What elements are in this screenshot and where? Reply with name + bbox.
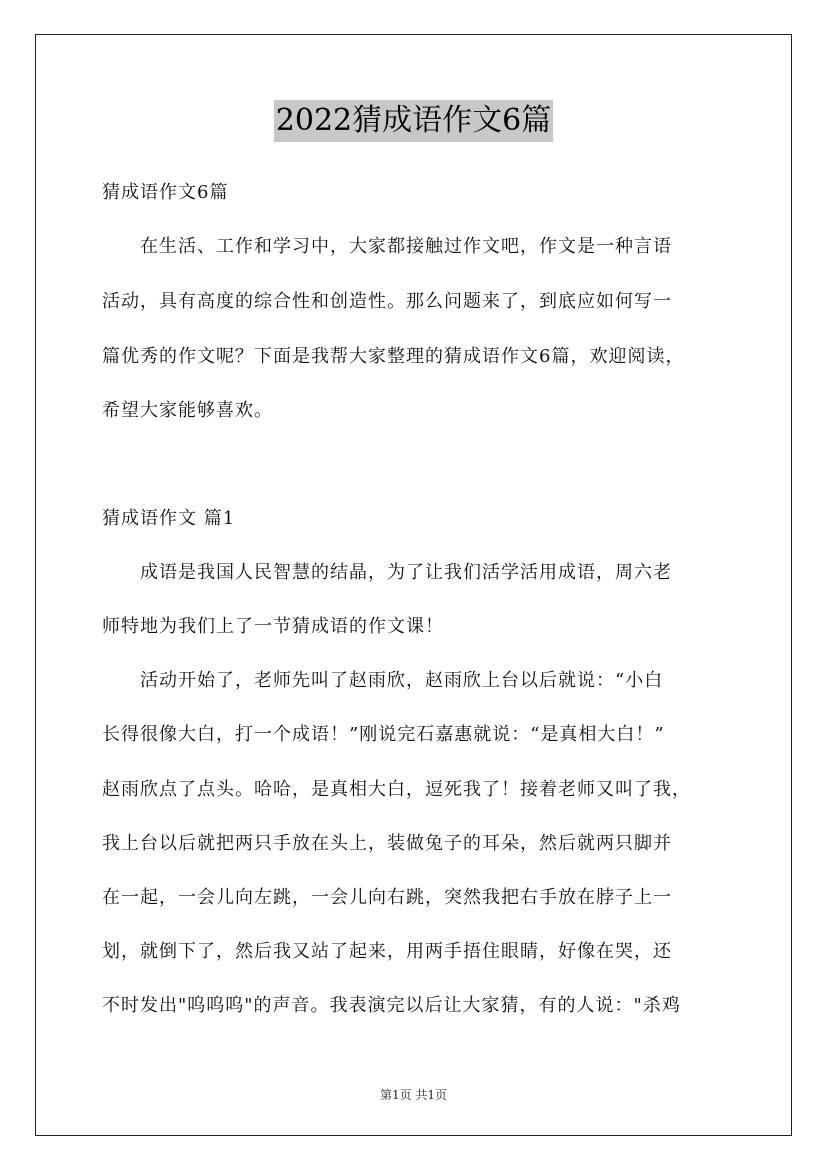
body-line-9: 不时发出"呜呜呜"的声音。我表演完以后让大家猜，有的人说："杀鸡 bbox=[102, 995, 681, 1016]
intro-line-3: 篇优秀的作文呢？下面是我帮大家整理的猜成语作文6篇，欢迎阅读， bbox=[102, 346, 685, 367]
body-line-5: 赵雨欣点了点头。哈哈，是真相大白，逗死我了！接着老师又叫了我， bbox=[102, 779, 691, 800]
intro-line-1: 在生活、工作和学习中，大家都接触过作文吧，作文是一种言语 bbox=[102, 236, 672, 257]
document-subtitle: 猜成语作文6篇 bbox=[102, 182, 229, 203]
body-line-4: 长得很像大白，打一个成语！”刚说完石嘉惠就说：“是真相大白！” bbox=[102, 724, 665, 745]
body-line-7: 在一起，一会儿向左跳，一会儿向右跳，突然我把右手放在脖子上一 bbox=[102, 887, 672, 908]
body-line-2: 师特地为我们上了一节猜成语的作文课！ bbox=[102, 616, 444, 637]
section-heading: 猜成语作文 篇1 bbox=[102, 508, 236, 529]
page-footer bbox=[0, 1086, 827, 1103]
document-title: 2022猜成语作文6篇 bbox=[274, 100, 553, 142]
title-container bbox=[0, 100, 827, 142]
intro-line-2: 活动，具有高度的综合性和创造性。那么问题来了，到底应如何写一 bbox=[102, 291, 672, 312]
body-line-8: 划，就倒下了，然后我又站了起来，用两手捂住眼睛，好像在哭，还 bbox=[102, 941, 672, 962]
intro-line-4: 希望大家能够喜欢。 bbox=[102, 400, 273, 421]
body-line-3: 活动开始了，老师先叫了赵雨欣，赵雨欣上台以后就说：“小白 bbox=[102, 670, 664, 691]
body-line-1: 成语是我国人民智慧的结晶，为了让我们活学活用成语，周六老 bbox=[102, 562, 672, 583]
page-total: 共1页 bbox=[415, 1088, 448, 1102]
body-line-6: 我上台以后就把两只手放在头上，装做兔子的耳朵，然后就两只脚并 bbox=[102, 833, 672, 854]
page-number: 第1页 bbox=[379, 1088, 412, 1102]
